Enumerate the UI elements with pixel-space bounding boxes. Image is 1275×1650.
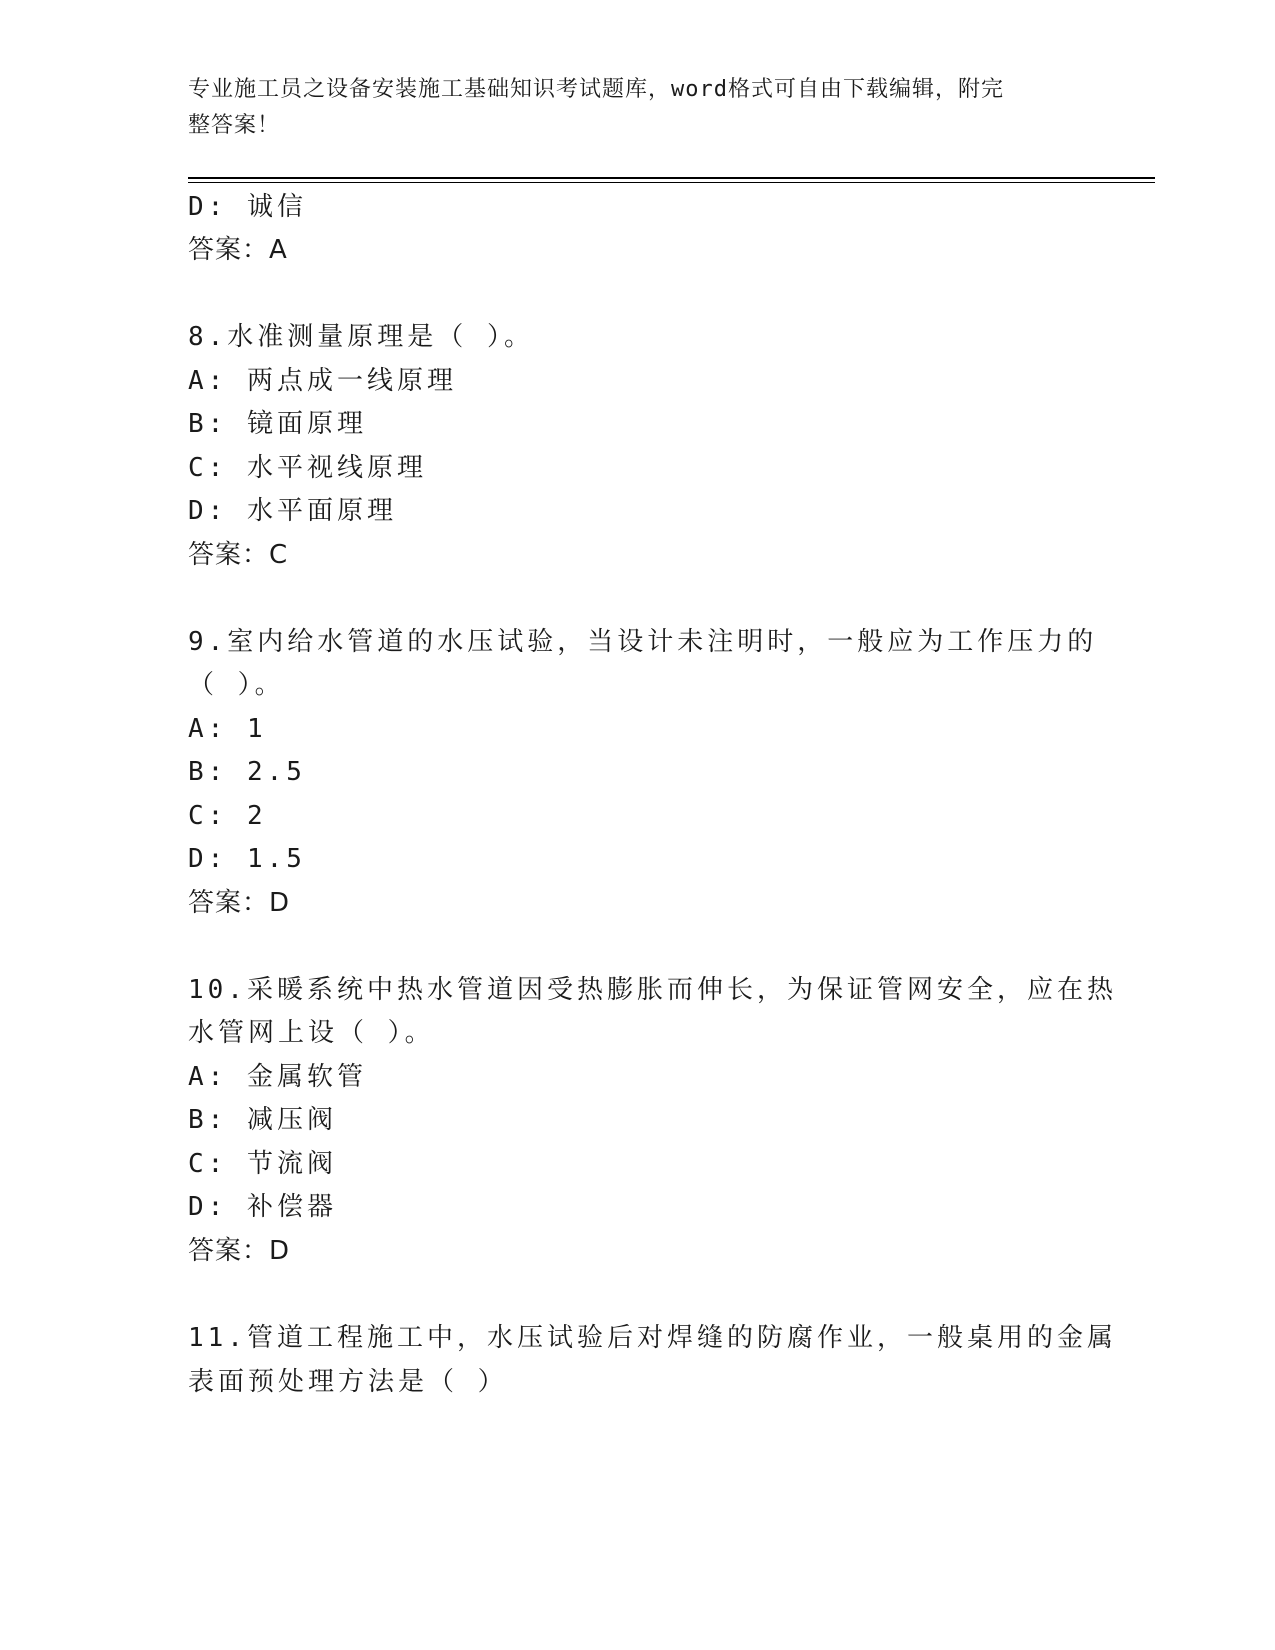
header-title-line-1: 专业施工员之设备安装施工基础知识考试题库，word格式可自由下载编辑，附完 [188,77,1004,102]
q11-stem-line-2: 表面预处理方法是（ ） [188,1367,508,1397]
q8-option-c: C: 水平视线原理 [188,453,427,483]
q8-option-b: B: 镜面原理 [188,409,367,439]
q9-option-b: B: 2.5 [188,757,306,787]
q9-option-d: D: 1.5 [188,844,306,874]
q9-option-a: A: 1 [188,714,267,744]
q9-answer: 答案：D [188,888,291,918]
q10-option-a: A: 金属软管 [188,1062,367,1092]
q9-stem-line-2: （ ）。 [188,670,285,700]
q8-stem: 8.水准测量原理是（ ）。 [188,322,534,352]
q10-option-b: B: 减压阀 [188,1105,337,1135]
header-title-line-2: 整答案！ [188,113,281,138]
q10-answer: 答案：D [188,1236,291,1266]
q10-option-d: D: 补偿器 [188,1192,337,1222]
q8-option-a: A: 两点成一线原理 [188,366,457,396]
q10-stem-line-1: 10.采暖系统中热水管道因受热膨胀而伸长，为保证管网安全，应在热 [188,975,1117,1005]
q11-stem-line-1: 11.管道工程施工中，水压试验后对焊缝的防腐作业，一般桌用的金属 [188,1323,1117,1353]
q10-stem-line-2: 水管网上设（ ）。 [188,1018,435,1048]
header-divider-thin [188,182,1155,183]
document-header [188,72,1068,144]
q9-stem-line-1: 9.室内给水管道的水压试验，当设计未注明时，一般应为工作压力的 [188,627,1098,657]
prev-option-d: D: 诚信 [188,192,307,222]
prev-answer: 答案：A [188,235,288,265]
q9-option-c: C: 2 [188,801,267,831]
header-divider-thick [188,177,1155,179]
q8-answer: 答案：C [188,540,289,570]
q8-option-d: D: 水平面原理 [188,496,397,526]
q10-option-c: C: 节流阀 [188,1149,337,1179]
